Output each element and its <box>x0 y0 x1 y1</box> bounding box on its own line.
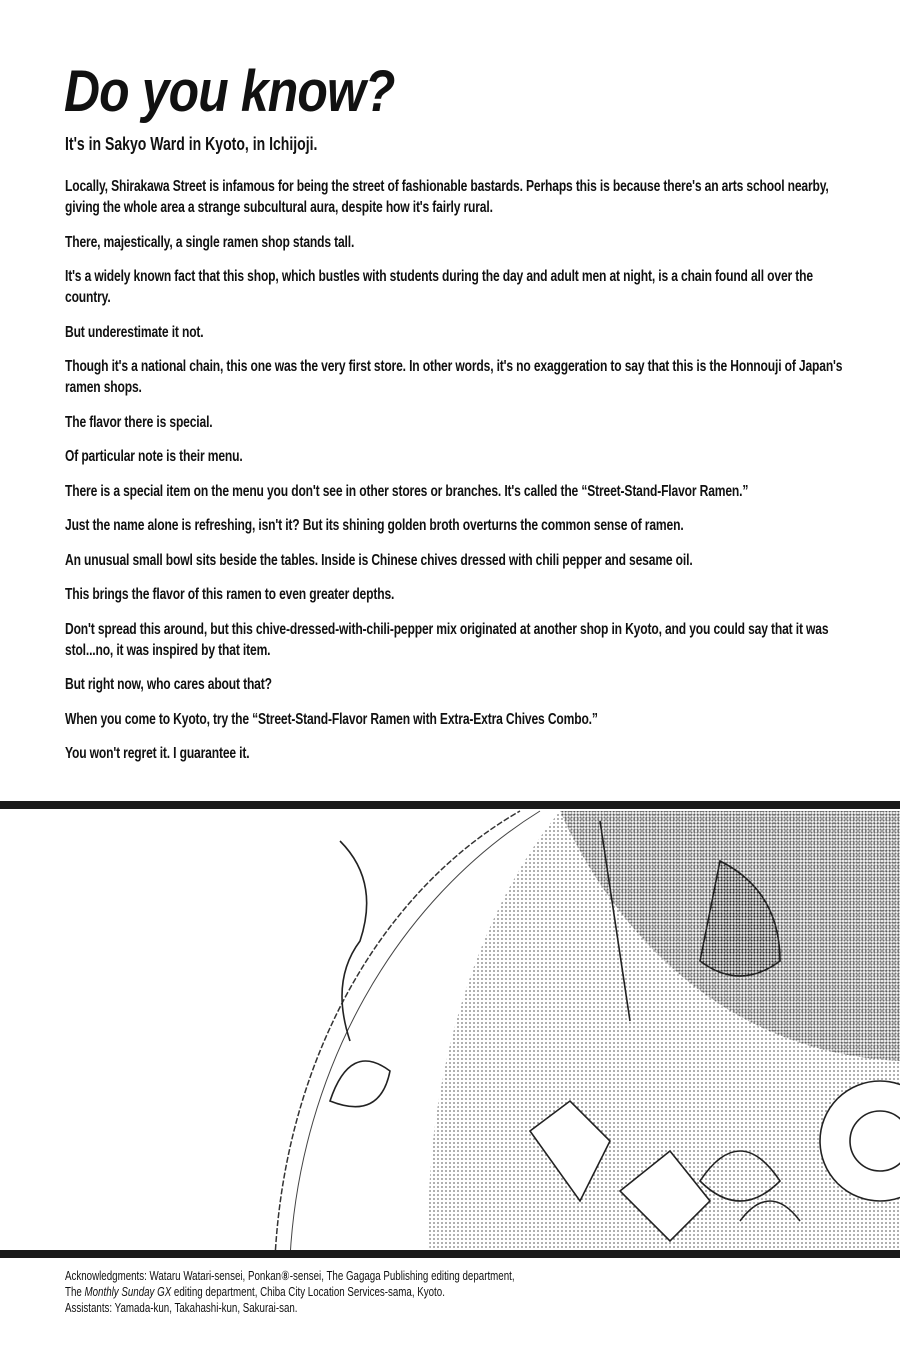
paragraph: This brings the flavor of this ramen to even greater depths. <box>65 586 395 603</box>
ack-text: The <box>65 1285 85 1299</box>
paragraph: You won't regret it. I guarantee it. <box>65 745 250 762</box>
article-body <box>65 176 845 778</box>
ramen-illustration <box>0 801 900 1258</box>
panel-border-bottom <box>0 1250 900 1258</box>
ack-text: editing department, Chiba City Location Services-sama, Kyoto. <box>171 1285 445 1299</box>
acknowledgments <box>65 1268 845 1316</box>
ack-line-3: Assistants: Yamada-kun, Takahashi-kun, Sakurai-san. <box>65 1301 298 1315</box>
page-title: Do you know? <box>64 59 395 124</box>
ramen-bowl-illustration <box>0 801 900 1258</box>
paragraph: Don't spread this around, but this chive-dressed-with-chili-pepper mix originated at another shop in Kyoto, and you could say that it was stol...no, it was inspired by that item. <box>65 620 829 659</box>
subtitle: It's in Sakyo Ward in Kyoto, in Ichijoji. <box>65 134 318 154</box>
paragraph: But right now, who cares about that? <box>65 676 272 693</box>
paragraph: An unusual small bowl sits beside the tables. Inside is Chinese chives dressed with chili pepper and sesame oil. <box>65 551 693 569</box>
ack-line-1: Acknowledgments: Wataru Watari-sensei, Ponkan⑧-sensei, The Gagaga Publishing editing department, <box>65 1269 515 1283</box>
paragraph: Of particular note is their menu. <box>65 448 243 465</box>
paragraph: Though it's a national chain, this one was the very first store. In other words, it's no exaggeration to say that this is the Honnouji of Japan's ramen shops. <box>65 358 843 396</box>
paragraph: Just the name alone is refreshing, isn't it? But its shining golden broth overturns the common sense of ramen. <box>65 517 684 534</box>
paragraph: When you come to Kyoto, try the “Street-Stand-Flavor Ramen with Extra-Extra Chives Combo.” <box>65 710 598 728</box>
paragraph: Locally, Shirakawa Street is infamous for being the street of fashionable bastards. Perhaps this is because there's an arts school nearby, giving the whole area a strange subcultural aura, despite how it's fairly rural. <box>65 178 829 216</box>
paragraph: The flavor there is special. <box>65 413 213 431</box>
magazine-title: Monthly Sunday GX <box>84 1285 172 1299</box>
paragraph: It's a widely known fact that this shop, which bustles with students during the day and adult men at night, is a chain found all over the country. <box>65 268 813 306</box>
paragraph: But underestimate it not. <box>65 323 204 341</box>
paragraph: There, majestically, a single ramen shop stands tall. <box>65 233 355 251</box>
ack-line-2 <box>65 1284 845 1300</box>
paragraph: There is a special item on the menu you don't see in other stores or branches. It's called the “Street-Stand-Flavor Ramen.” <box>65 482 749 500</box>
